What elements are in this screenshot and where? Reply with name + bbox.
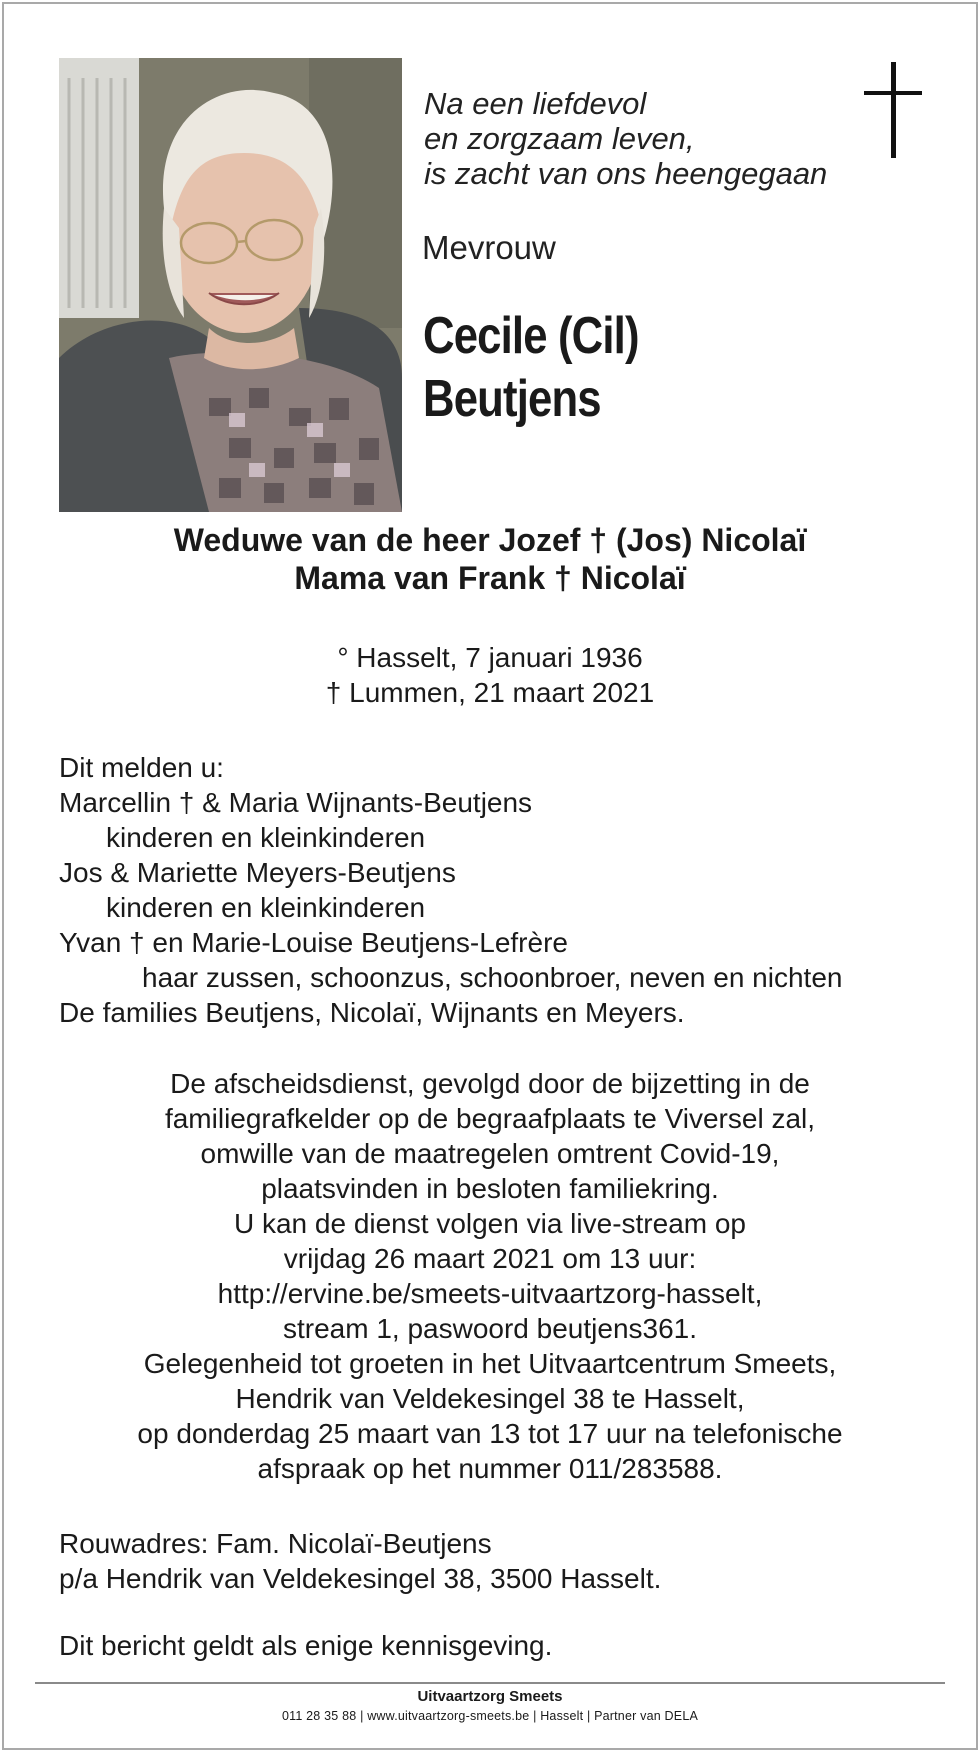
service-line: Gelegenheid tot groeten in het Uitvaartcentrum Smeets, (143, 1348, 837, 1379)
mourner-line: kinderen en kleinkinderen (106, 892, 426, 923)
mourning-address (59, 1526, 661, 1596)
service-line: U kan de dienst volgen via live-stream op (233, 1208, 747, 1239)
service-details (0, 1066, 980, 1486)
service-line: omwille van de maatregelen omtrent Covid-19, (200, 1138, 780, 1169)
intro-line: Na een liefdevol (424, 86, 647, 121)
service-line: vrijdag 26 maart 2021 om 13 uur: (283, 1243, 697, 1274)
intro-poem (424, 86, 827, 191)
dates-block (0, 640, 980, 710)
funeral-home-contact: 011 28 35 88 | www.uitvaartzorg-smeets.be | Hasselt | Partner van DELA (281, 1709, 699, 1723)
service-line: De afscheidsdienst, gevolgd door de bijzetting in de (170, 1068, 810, 1099)
mourner-line: Yvan † en Marie-Louise Beutjens-Lefrère (59, 927, 568, 958)
address-line: p/a Hendrik van Veldekesingel 38, 3500 Hasselt. (59, 1563, 662, 1594)
relations-block (0, 521, 980, 597)
service-line: afspraak op het nummer 011/283588. (257, 1453, 723, 1484)
deceased-name (423, 305, 680, 431)
service-line: plaatsvinden in besloten familiekring. (261, 1173, 719, 1204)
notice-text: Dit bericht geldt als enige kennisgeving. (59, 1630, 553, 1661)
livestream-link: http://ervine.be/smeets-uitvaartzorg-hasselt, (217, 1278, 763, 1309)
service-line: op donderdag 25 maart van 13 tot 17 uur na telefonische (137, 1418, 843, 1449)
latin-cross-icon (864, 62, 922, 158)
service-line: familiegrafkelder op de begraafplaats te Viversel zal, (164, 1103, 816, 1134)
address-line: Rouwadres: Fam. Nicolaï-Beutjens (59, 1528, 492, 1559)
intro-line: is zacht van ons heengegaan (424, 156, 828, 191)
mourners-heading: Dit melden u: (59, 752, 224, 783)
spouse-line: Weduwe van de heer Jozef † (Jos) Nicolaï (173, 522, 807, 558)
mourner-line: kinderen en kleinkinderen (106, 822, 426, 853)
first-name: Cecile (Cil) (423, 307, 639, 365)
mourner-line: De families Beutjens, Nicolaï, Wijnants en Meyers. (59, 997, 685, 1028)
mourner-line: haar zussen, schoonzus, schoonbroer, neven en nichten (142, 962, 843, 993)
portrait-photo (59, 58, 402, 512)
last-name: Beutjens (423, 370, 601, 428)
honorific-title: Mevrouw (422, 229, 556, 266)
intro-line: en zorgzaam leven, (424, 121, 695, 156)
death-date: † Lummen, 21 maart 2021 (325, 677, 655, 708)
service-line: Hendrik van Veldekesingel 38 te Hasselt, (235, 1383, 745, 1414)
mourner-line: Marcellin † & Maria Wijnants-Beutjens (59, 787, 533, 818)
footer-divider (35, 1682, 945, 1684)
mourner-line: Jos & Mariette Meyers-Beutjens (59, 857, 456, 888)
birth-date: ° Hasselt, 7 januari 1936 (337, 642, 643, 673)
funeral-home-name: Uitvaartzorg Smeets (417, 1688, 563, 1705)
mourners-list (59, 750, 842, 1030)
service-line: stream 1, paswoord beutjens361. (282, 1313, 698, 1344)
child-line: Mama van Frank † Nicolaï (294, 560, 686, 596)
